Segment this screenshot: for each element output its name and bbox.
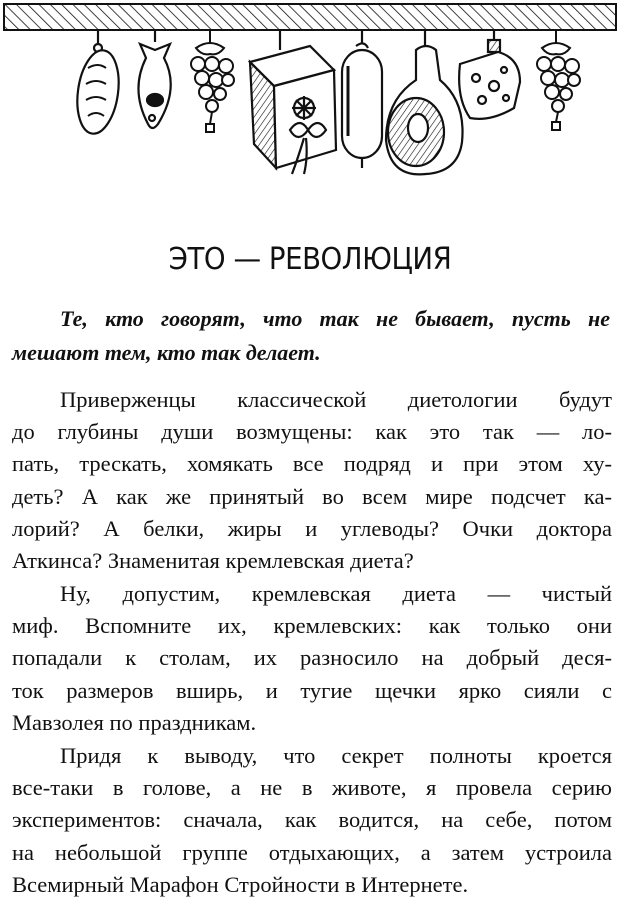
hanging-food-illustration xyxy=(0,0,620,200)
paragraph-line: Придя к выводу, что секрет полноты кроется xyxy=(60,743,612,768)
paragraph-line: ток размеров вширь, и тугие щечки ярко сияли с xyxy=(12,677,612,703)
paragraph-line: миф. Вспомните их, кремлевских: как только они xyxy=(12,613,612,639)
paragraph-line: до глубины души возмущены: как это так — ло- xyxy=(12,419,612,445)
paragraph-line: пать, трескать, хомякать все подряд и при этом ху- xyxy=(12,451,612,477)
epigraph xyxy=(12,302,610,370)
cheese-icon xyxy=(459,30,520,119)
ham-icon xyxy=(386,30,463,174)
paragraph-line: лорий? А белки, жиры и углеводы? Очки доктора xyxy=(12,515,612,541)
grapes-icon xyxy=(191,30,234,132)
sausage-icon xyxy=(72,30,123,136)
paragraph-line: Всемирный Марафон Стройности в Интернете. xyxy=(12,871,469,897)
paragraph-line: все-таки в голове, а не в животе, я провела серию xyxy=(12,775,612,801)
paragraph-line: деть? А как же принятый во всем мире подсчет ка- xyxy=(12,483,612,509)
paragraph xyxy=(12,384,612,577)
epigraph-line: Те, кто говорят, что так не бывает, пусть не xyxy=(60,306,610,331)
paragraph-line: Приверженцы классической диетологии будут xyxy=(60,387,612,412)
paragraph-line: Аткинса? Знаменитая кремлевская диета? xyxy=(12,548,414,574)
hanging-rail xyxy=(4,4,616,30)
paragraph-line: Ну, допустим, кремлевская диета — чистый xyxy=(60,581,612,606)
paragraph xyxy=(12,740,612,901)
fish-icon xyxy=(138,30,170,128)
grapes-icon xyxy=(537,30,580,130)
gift-box-icon xyxy=(250,30,336,174)
paragraph-line: экспериментов: сначала, как водится, на себе, потом xyxy=(12,807,612,833)
paragraph-line: попадали к столам, их разносило на добрый деся- xyxy=(12,645,612,671)
paragraph xyxy=(12,578,612,739)
paragraph-line: на небольшой группе отдыхающих, а затем устроила xyxy=(12,839,612,865)
salami-icon xyxy=(342,30,382,168)
chapter-title: ЭТО — РЕВОЛЮЦИЯ xyxy=(168,242,452,277)
paragraph-line: Мавзолея по праздникам. xyxy=(12,709,257,735)
epigraph-line: мешают тем, кто так делает. xyxy=(12,340,321,365)
